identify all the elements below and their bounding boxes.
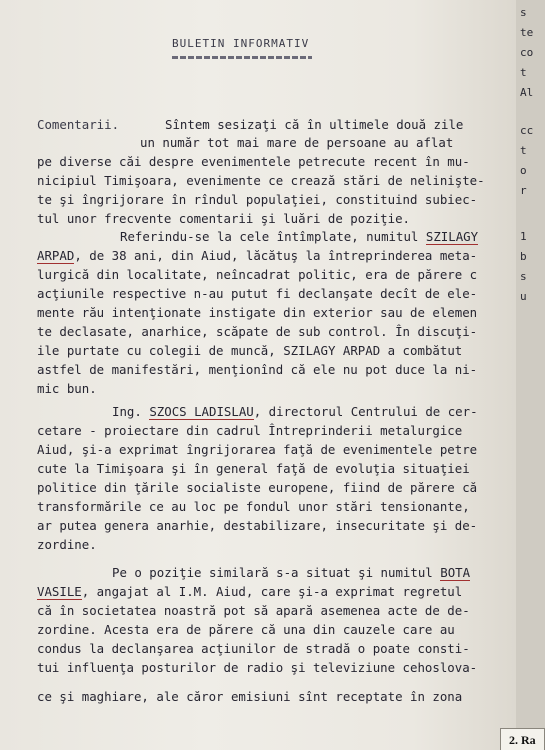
adjacent-page <box>516 0 545 750</box>
page-fragment: o <box>520 164 527 177</box>
text-line <box>37 344 462 358</box>
text-line: politice din ţările socialiste europene, fiind de părere că <box>37 480 478 495</box>
title-underline <box>172 56 312 59</box>
section-label: Comentarii. <box>37 117 120 132</box>
text-line: un număr tot mai mare de persoane au aflat <box>140 135 454 150</box>
text-line <box>112 405 478 419</box>
text-line: cetare - proiectare din cadrul Întreprinderii metalurgice <box>37 423 463 438</box>
highlighted-name: ARPAD <box>37 248 75 263</box>
page-fragment: te <box>520 26 534 39</box>
highlighted-name: SZILAGY <box>425 229 479 244</box>
text-line <box>37 585 462 599</box>
page-fragment: co <box>520 46 534 59</box>
text-line: cute la Timişoara şi în general faţă de evoluţia situaţiei <box>37 461 470 476</box>
page-fragment: s <box>520 270 527 283</box>
page-fragment: t <box>520 66 527 79</box>
text-line: astfel de manifestări, menţionînd că ele nu pot duce la ni- <box>37 362 478 377</box>
text-line: transformările ce au loc pe fondul unor stări tensionante, <box>37 499 470 514</box>
text-segment: , angajat al I.M. Aiud, care şi-a exprimat regretul <box>81 584 463 599</box>
text-line: tui influenţa posturilor de radio şi televiziune cehoslova- <box>37 660 478 675</box>
text-segment: Ing. <box>112 404 142 419</box>
text-line: zordine. Acesta era de părere că una din cauzele care au <box>37 622 455 637</box>
text-line: mic bun. <box>37 381 97 396</box>
page-fragment: Al <box>520 86 534 99</box>
text-line: condus la declanşarea acţiunilor de stradă o poate consti- <box>37 641 470 656</box>
name-reference: SZILAGY ARPAD <box>283 343 381 358</box>
page-fragment: b <box>520 250 527 263</box>
text-line: Aiud, şi-a exprimat îngrijorarea faţă de evenimentele petre <box>37 442 478 457</box>
text-segment: ile purtate cu colegii de muncă, <box>37 343 276 358</box>
page-fragment: cc <box>520 124 534 137</box>
text-line: Sîntem sesizaţi că în ultimele două zile <box>165 117 464 132</box>
text-segment: , de 38 ani, din Aiud, lăcătuş la întreprinderea meta- <box>74 248 478 263</box>
text-line: acţiunile respective n-au putut fi declanşate decît de ele- <box>37 286 478 301</box>
text-line: pe diverse căi despre evenimentele petrecute recent în mu- <box>37 154 470 169</box>
text-line: te declasate, anarhice, scăpate de sub control. În discuţi- <box>37 324 478 339</box>
page-fragment: t <box>520 144 527 157</box>
text-line: ar putea genera anarhie, destabilizare, insecuritate şi de- <box>37 518 478 533</box>
text-line <box>120 230 478 244</box>
adjacent-page-tab: 2. Ra <box>500 728 545 750</box>
page-fragment: 1 <box>520 230 527 243</box>
text-line <box>112 566 470 580</box>
text-segment: Pe o poziţie similară s-a situat şi numitul <box>112 565 433 580</box>
text-line: mente rău intenţionate instigate din exterior sau de elemen <box>37 305 478 320</box>
text-line: lurgică din localitate, neîncadrat politic, era de părere c <box>37 267 478 282</box>
page-fragment: s <box>520 6 527 19</box>
text-line: zordine. <box>37 537 97 552</box>
page-fragment: u <box>520 290 527 303</box>
page-fragment: r <box>520 184 527 197</box>
text-segment: , directorul Centrului de cer- <box>253 404 478 419</box>
text-segment: Referindu-se la cele întîmplate, numitul <box>120 229 419 244</box>
text-line: nicipiul Timişoara, evenimente ce crează stări de nelinişte- <box>37 173 485 188</box>
text-line: ce şi maghiare, ale căror emisiuni sînt receptate în zona <box>37 689 463 704</box>
highlighted-name: SZOCS LADISLAU <box>149 404 254 419</box>
text-line: tul unor frecvente comentarii şi luări de poziţie. <box>37 211 410 226</box>
text-line: te şi îngrijorare în rîndul populaţiei, constituind subiec- <box>37 192 478 207</box>
highlighted-name: BOTA <box>440 565 471 580</box>
text-line: că în societatea noastră pot să apară asemenea acte de de- <box>37 603 470 618</box>
bulletin-title: BULETIN INFORMATIV <box>172 37 310 50</box>
highlighted-name: VASILE <box>37 584 82 599</box>
text-line <box>37 249 477 263</box>
text-segment: a combătut <box>387 343 463 358</box>
